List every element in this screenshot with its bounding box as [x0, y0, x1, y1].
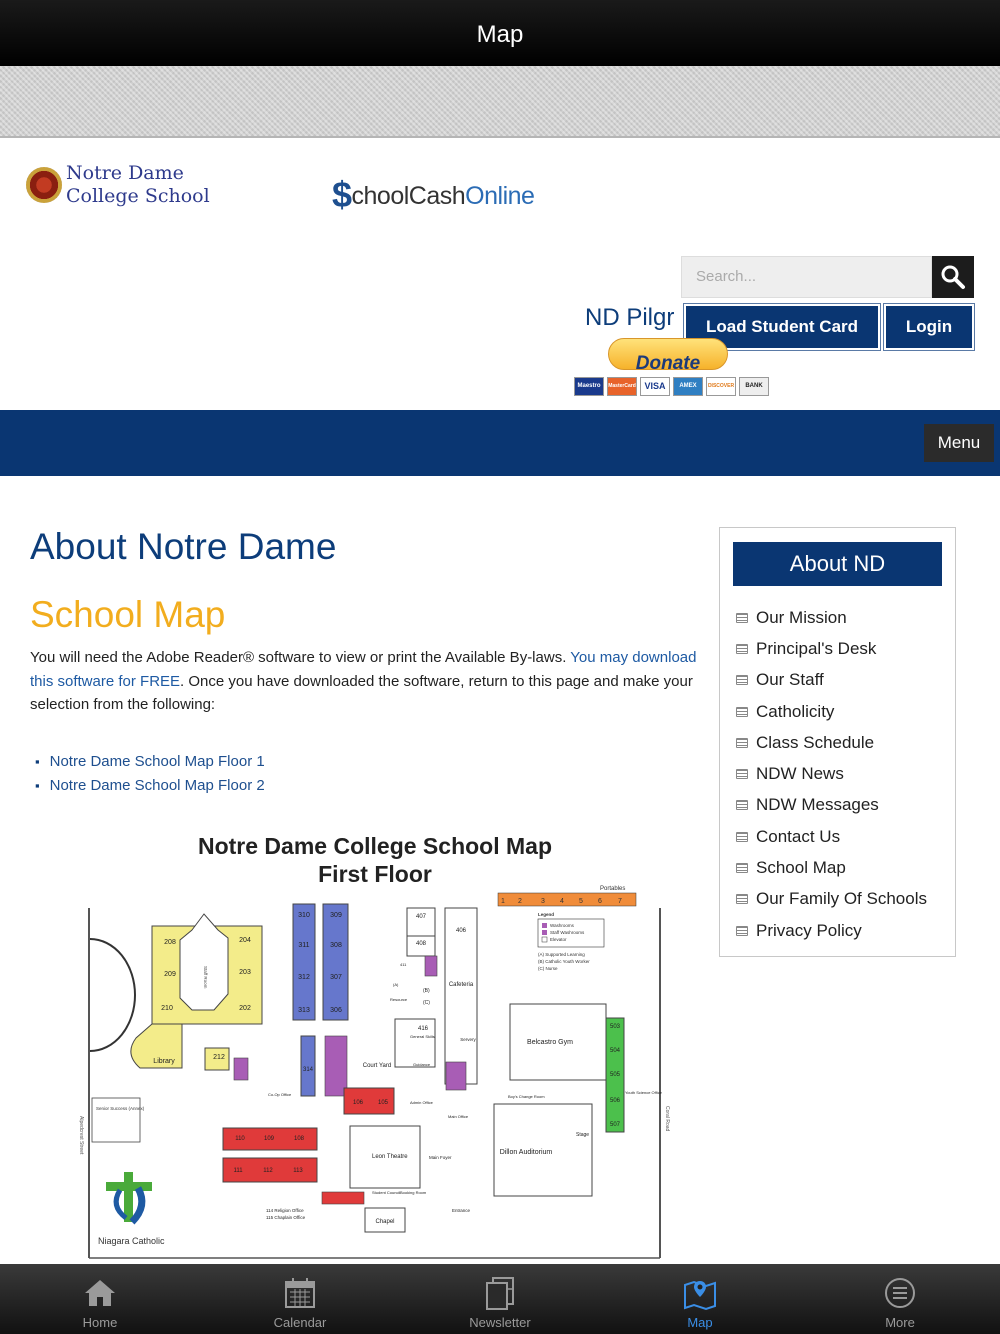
map-link-list: [35, 750, 265, 798]
svg-text:(C) Nurse: (C) Nurse: [538, 966, 558, 971]
svg-text:308: 308: [330, 942, 342, 949]
gym-block: [494, 1004, 663, 1196]
map-legend: [538, 912, 604, 971]
svg-text:Youth Science Office: Youth Science Office: [625, 1090, 662, 1095]
svg-text:2: 2: [518, 898, 522, 905]
svg-text:General Skills: General Skills: [410, 1034, 435, 1039]
svg-text:Main Office: Main Office: [448, 1114, 469, 1119]
svg-text:411: 411: [400, 962, 407, 967]
search-icon: [940, 264, 966, 290]
svg-text:Entrance: Entrance: [452, 1208, 471, 1213]
svg-text:406: 406: [455, 928, 467, 934]
svg-text:407: 407: [415, 914, 427, 920]
svg-text:(B): (B): [423, 988, 430, 994]
menu-button[interactable]: Menu: [924, 424, 994, 462]
map-title: Notre Dame College School Map: [197, 833, 553, 859]
svg-text:Staff Room: Staff Room: [203, 966, 208, 989]
school-name: Notre Dame College School: [66, 162, 210, 207]
svg-text:Boy's Change Room: Boy's Change Room: [508, 1094, 545, 1099]
map-floor-2-link[interactable]: ▪ Notre Dame School Map Floor 2: [35, 774, 265, 798]
document-icon: [736, 644, 748, 654]
pilgrim-link[interactable]: ND Pilgr: [585, 304, 675, 331]
amex-card-icon: AMEX: [673, 377, 703, 396]
sidebar-item-privacy-policy[interactable]: Privacy Policy: [736, 915, 927, 946]
tab-calendar[interactable]: Calendar: [200, 1264, 400, 1334]
svg-text:Guidance: Guidance: [413, 1062, 431, 1067]
svg-text:(A): (A): [393, 982, 399, 987]
street-right-label: Coral Road: [664, 1106, 670, 1132]
tab-map[interactable]: Map: [600, 1264, 800, 1334]
more-icon: [882, 1275, 918, 1311]
newsletter-icon: [482, 1275, 518, 1311]
svg-text:204: 204: [239, 937, 251, 944]
document-icon: [736, 800, 748, 810]
about-sidebar: [719, 527, 956, 957]
page-subheading: School Map: [30, 594, 226, 635]
sidebar-item-school-map[interactable]: School Map: [736, 852, 927, 883]
svg-text:114 Religion Office: 114 Religion Office: [266, 1208, 304, 1213]
wing-400: [363, 908, 477, 1090]
document-icon: [736, 832, 748, 842]
document-icon: [736, 738, 748, 748]
svg-text:Elevator: Elevator: [550, 937, 567, 942]
svg-text:505: 505: [609, 1072, 621, 1078]
sidebar-item-ndw-messages[interactable]: NDW Messages: [736, 790, 927, 821]
page-title: Map: [476, 21, 524, 48]
svg-text:Booking Room: Booking Room: [400, 1190, 427, 1195]
header-pattern: [0, 66, 1000, 138]
login-button[interactable]: Login: [884, 304, 974, 350]
svg-text:506: 506: [609, 1098, 621, 1104]
site-header: [0, 138, 1000, 410]
svg-text:307: 307: [330, 974, 342, 981]
sidebar-title: About ND: [733, 542, 942, 586]
wing-200: [131, 914, 262, 1080]
svg-text:(A) Supported Learning: (A) Supported Learning: [538, 952, 585, 957]
svg-text:Staff Washrooms: Staff Washrooms: [550, 930, 585, 935]
sidebar-item-catholicity[interactable]: Catholicity: [736, 696, 927, 727]
svg-text:Niagara Catholic: Niagara Catholic: [98, 1236, 165, 1246]
page-heading: About Notre Dame: [30, 526, 337, 567]
svg-text:Senior Success (Annex): Senior Success (Annex): [96, 1106, 145, 1111]
svg-text:311: 311: [298, 942, 310, 949]
svg-text:212: 212: [213, 1054, 225, 1061]
svg-text:Admin Office: Admin Office: [410, 1100, 433, 1105]
calendar-icon: [282, 1275, 318, 1311]
front-block: [223, 1088, 471, 1232]
svg-text:202: 202: [239, 1005, 251, 1012]
sidebar-item-our-staff[interactable]: Our Staff: [736, 665, 927, 696]
svg-text:(C): (C): [423, 1000, 430, 1006]
intro-paragraph: You will need the Adobe Reader® software to view or print the Available By-laws. You may download this software for FREE. Once you have downloaded the software, return to this page and make your selection from the following:: [30, 649, 697, 713]
svg-text:109: 109: [263, 1136, 275, 1142]
svg-text:408: 408: [415, 941, 427, 947]
svg-text:110: 110: [235, 1136, 245, 1142]
donate-button[interactable]: Donate: [608, 338, 728, 370]
svg-text:504: 504: [609, 1048, 621, 1054]
maestro-card-icon: Maestro: [574, 377, 604, 396]
map-subtitle: First Floor: [318, 861, 432, 887]
sidebar-item-contact-us[interactable]: Contact Us: [736, 821, 927, 852]
svg-text:314: 314: [302, 1067, 314, 1073]
nav-bar: [0, 410, 1000, 476]
discover-card-icon: DISCOVER: [706, 377, 736, 396]
document-icon: [736, 863, 748, 873]
sidebar-item-class-schedule[interactable]: Class Schedule: [736, 727, 927, 758]
svg-text:313: 313: [298, 1007, 310, 1014]
svg-text:Student Council: Student Council: [372, 1190, 401, 1195]
svg-text:1: 1: [501, 898, 505, 905]
svg-text:(B) Catholic Youth Worker: (B) Catholic Youth Worker: [538, 959, 590, 964]
svg-text:203: 203: [239, 969, 251, 976]
street-left-label: Alpedcrest Street: [78, 1116, 84, 1155]
sidebar-menu: [736, 602, 927, 946]
sidebar-item-family-of-schools[interactable]: Our Family Of Schools: [736, 884, 927, 915]
bottom-tab-bar: [0, 1264, 1000, 1334]
svg-text:111: 111: [233, 1168, 243, 1174]
svg-text:4: 4: [560, 898, 564, 905]
sidebar-item-principals-desk[interactable]: Principal's Desk: [736, 633, 927, 664]
school-crest-icon: [26, 167, 62, 203]
svg-text:7: 7: [618, 898, 622, 905]
svg-text:Chapel: Chapel: [375, 1219, 395, 1225]
svg-text:306: 306: [330, 1007, 342, 1014]
document-icon: [736, 926, 748, 936]
svg-text:106: 106: [352, 1100, 364, 1106]
svg-text:115 Chaplain Office: 115 Chaplain Office: [266, 1215, 306, 1220]
svg-text:Main Foyer: Main Foyer: [429, 1155, 452, 1160]
svg-text:Legend: Legend: [538, 912, 555, 917]
svg-text:Leon Theatre: Leon Theatre: [372, 1154, 408, 1160]
svg-text:Belcastro Gym: Belcastro Gym: [527, 1039, 573, 1046]
home-icon: [82, 1275, 118, 1311]
svg-text:309: 309: [330, 912, 342, 919]
svg-text:209: 209: [164, 971, 176, 978]
svg-text:Portables: Portables: [600, 886, 626, 892]
svg-text:108: 108: [293, 1136, 305, 1142]
tab-home[interactable]: Home: [0, 1264, 200, 1334]
search-button[interactable]: [932, 256, 974, 298]
title-bar: [0, 0, 1000, 66]
school-logo[interactable]: [26, 162, 210, 208]
niagara-catholic-logo: [98, 1172, 165, 1246]
svg-text:210: 210: [161, 1005, 173, 1012]
portables-block: [498, 886, 636, 906]
map-icon: [682, 1275, 718, 1311]
visa-card-icon: VISA: [640, 377, 670, 396]
payment-cards: [574, 377, 769, 396]
sidebar-item-our-mission[interactable]: Our Mission: [736, 602, 927, 633]
svg-text:Cafeteria: Cafeteria: [448, 982, 474, 988]
document-icon: [736, 707, 748, 717]
svg-text:105: 105: [377, 1100, 389, 1106]
map-floor-1-link[interactable]: ▪ Notre Dame School Map Floor 1: [35, 750, 265, 774]
search-input[interactable]: Search...: [681, 256, 932, 298]
sidebar-item-ndw-news[interactable]: NDW News: [736, 758, 927, 789]
svg-text:Servery: Servery: [460, 1037, 476, 1042]
document-icon: [736, 675, 748, 685]
svg-text:6: 6: [598, 898, 602, 905]
svg-text:310: 310: [298, 912, 310, 919]
svg-text:Washrooms: Washrooms: [550, 923, 574, 928]
svg-text:113: 113: [293, 1168, 303, 1174]
svg-text:503: 503: [609, 1024, 621, 1030]
document-icon: [736, 769, 748, 779]
schoolcash-logo[interactable]: $choolCashOnline: [332, 174, 535, 215]
document-icon: [736, 613, 748, 623]
svg-text:Library: Library: [153, 1058, 175, 1065]
svg-text:Court Yard: Court Yard: [362, 1063, 392, 1069]
svg-text:312: 312: [298, 974, 310, 981]
tab-more[interactable]: More: [800, 1264, 1000, 1334]
svg-text:Dillon Auditorium: Dillon Auditorium: [499, 1149, 553, 1156]
svg-text:208: 208: [164, 939, 176, 946]
bank-card-icon: BANK: [739, 377, 769, 396]
svg-text:5: 5: [579, 898, 583, 905]
document-icon: [736, 894, 748, 904]
svg-text:Co-Op Office: Co-Op Office: [268, 1092, 292, 1097]
svg-text:112: 112: [263, 1168, 273, 1174]
svg-text:507: 507: [609, 1122, 621, 1128]
tab-newsletter[interactable]: Newsletter: [400, 1264, 600, 1334]
svg-text:Resource: Resource: [390, 997, 408, 1002]
svg-text:Stage: Stage: [576, 1132, 590, 1138]
adobe-download-link[interactable]: You may download this software for FREE: [30, 649, 697, 690]
svg-text:416: 416: [417, 1026, 429, 1032]
mastercard-icon: MasterCard: [607, 377, 637, 396]
school-floor-map[interactable]: [80, 826, 670, 1266]
svg-text:3: 3: [541, 898, 545, 905]
wing-300: [293, 904, 348, 1096]
load-student-card-button[interactable]: Load Student Card: [684, 304, 880, 350]
